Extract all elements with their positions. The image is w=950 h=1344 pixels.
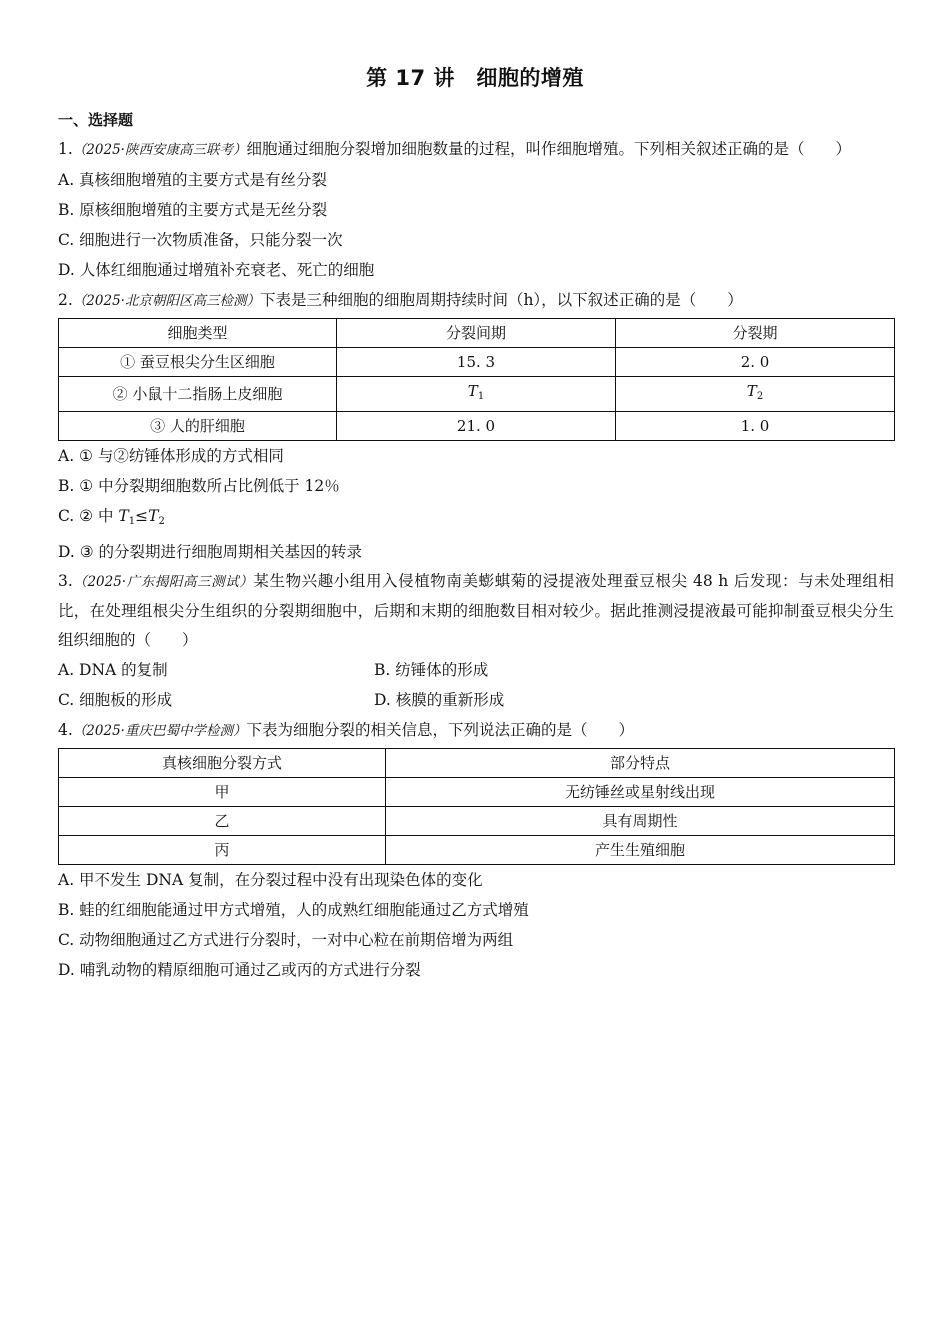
table-row <box>59 348 895 377</box>
section-heading: 一、选择题 <box>58 111 134 129</box>
cell-cycle-table <box>58 318 895 441</box>
question-text: 某生物兴趣小组用入侵植物南美蟛蜞菊的浸提液处理蚕豆根尖 48 h 后发现：与未处理组相比，在处理组根尖分生组织的分裂期细胞中，后期和末期的细胞数目相对较少。据此推测浸提液最可能抑制蚕豆根尖分生组织细胞的（ ） <box>58 572 894 649</box>
variable-t: T <box>746 382 757 400</box>
table-row <box>59 412 895 441</box>
table-header-cell: 分裂间期 <box>337 319 616 348</box>
table-cell <box>337 377 616 412</box>
table-row <box>59 778 895 807</box>
table-header-cell: 细胞类型 <box>59 319 337 348</box>
table-cell: 无纺锤丝或星射线出现 <box>386 778 895 807</box>
variable-t: T <box>467 382 478 400</box>
table-row <box>59 807 895 836</box>
table-cell: ③ 人的肝细胞 <box>59 412 337 441</box>
question-2-stem <box>58 285 894 316</box>
question-number: 3. <box>58 572 73 590</box>
option-a: A. ① 与②纺锤体形成的方式相同 <box>58 447 284 465</box>
subscript: 1 <box>477 391 485 402</box>
question-text: 下表为细胞分裂的相关信息，下列说法正确的是（ ） <box>246 721 634 739</box>
table-header-cell: 真核细胞分裂方式 <box>59 749 386 778</box>
question-list <box>58 135 894 985</box>
question-source: （2025·广东揭阳高三测试） <box>72 574 254 590</box>
options-row <box>58 655 894 685</box>
question-2 <box>58 285 894 567</box>
table-header-cell: 部分特点 <box>386 749 895 778</box>
question-1 <box>58 135 894 285</box>
question-text: 细胞通过细胞分裂增加细胞数量的过程，叫作细胞增殖。下列相关叙述正确的是（ ） <box>246 140 851 158</box>
option-b: B. 原核细胞增殖的主要方式是无丝分裂 <box>58 201 328 219</box>
subscript: 2 <box>756 391 764 402</box>
question-3-stem <box>58 567 894 655</box>
table-row <box>59 836 895 865</box>
page-title: 第 17 讲 细胞的增殖 <box>366 66 584 90</box>
option-a: A. 甲不发生 DNA 复制，在分裂过程中没有出现染色体的变化 <box>58 871 483 889</box>
option-d: D. 哺乳动物的精原细胞可通过乙或丙的方式进行分裂 <box>58 961 421 979</box>
option-d: D. 人体红细胞通过增殖补充衰老、死亡的细胞 <box>58 261 375 279</box>
option-a: A. 真核细胞增殖的主要方式是有丝分裂 <box>58 171 328 189</box>
question-source: （2025·重庆巴蜀中学检测） <box>72 723 247 739</box>
option-b: B. ① 中分裂期细胞数所占比例低于 12％ <box>58 477 340 495</box>
option-b: B. 纺锤体的形成 <box>374 661 489 679</box>
question-number: 2. <box>58 291 73 309</box>
question-number: 4. <box>58 721 73 739</box>
table-cell: 1. 0 <box>616 412 895 441</box>
table-row <box>59 377 895 412</box>
table-cell: 甲 <box>59 778 386 807</box>
option-a: A. DNA 的复制 <box>58 661 168 679</box>
option-d: D. ③ 的分裂期进行细胞周期相关基因的转录 <box>58 543 363 561</box>
option-c: C. 细胞进行一次物质准备，只能分裂一次 <box>58 231 343 249</box>
table-cell: 15. 3 <box>337 348 616 377</box>
table-cell: ① 蚕豆根尖分生区细胞 <box>59 348 337 377</box>
table-cell: ② 小鼠十二指肠上皮细胞 <box>59 377 337 412</box>
option-c: C. ② 中 $T_1\le T_2$ <box>58 507 165 527</box>
option-c: C. 细胞板的形成 <box>58 691 173 709</box>
table-cell <box>616 377 895 412</box>
table-header-cell: 分裂期 <box>616 319 895 348</box>
option-c: C. 动物细胞通过乙方式进行分裂时，一对中心粒在前期倍增为两组 <box>58 931 514 949</box>
question-source: （2025·陕西安康高三联考） <box>72 142 247 158</box>
table-header-row <box>59 749 895 778</box>
table-cell: 乙 <box>59 807 386 836</box>
table-header-row <box>59 319 895 348</box>
table-cell: 产生生殖细胞 <box>386 836 895 865</box>
table-cell: 2. 0 <box>616 348 895 377</box>
options-row <box>58 685 894 715</box>
table-cell: 丙 <box>59 836 386 865</box>
option-d: D. 核膜的重新形成 <box>374 691 505 709</box>
question-3 <box>58 567 894 715</box>
question-4-stem <box>58 715 894 746</box>
table-cell: 21. 0 <box>337 412 616 441</box>
division-mode-table <box>58 748 895 865</box>
option-b: B. 蛙的红细胞能通过甲方式增殖，人的成熟红细胞能通过乙方式增殖 <box>58 901 529 919</box>
question-1-stem <box>58 135 894 165</box>
question-4 <box>58 715 894 985</box>
question-text: 下表是三种细胞的细胞周期持续时间（h），以下叙述正确的是（ ） <box>259 291 743 309</box>
question-number: 1. <box>58 140 73 158</box>
table-cell: 具有周期性 <box>386 807 895 836</box>
question-source: （2025·北京朝阳区高三检测） <box>72 293 260 309</box>
